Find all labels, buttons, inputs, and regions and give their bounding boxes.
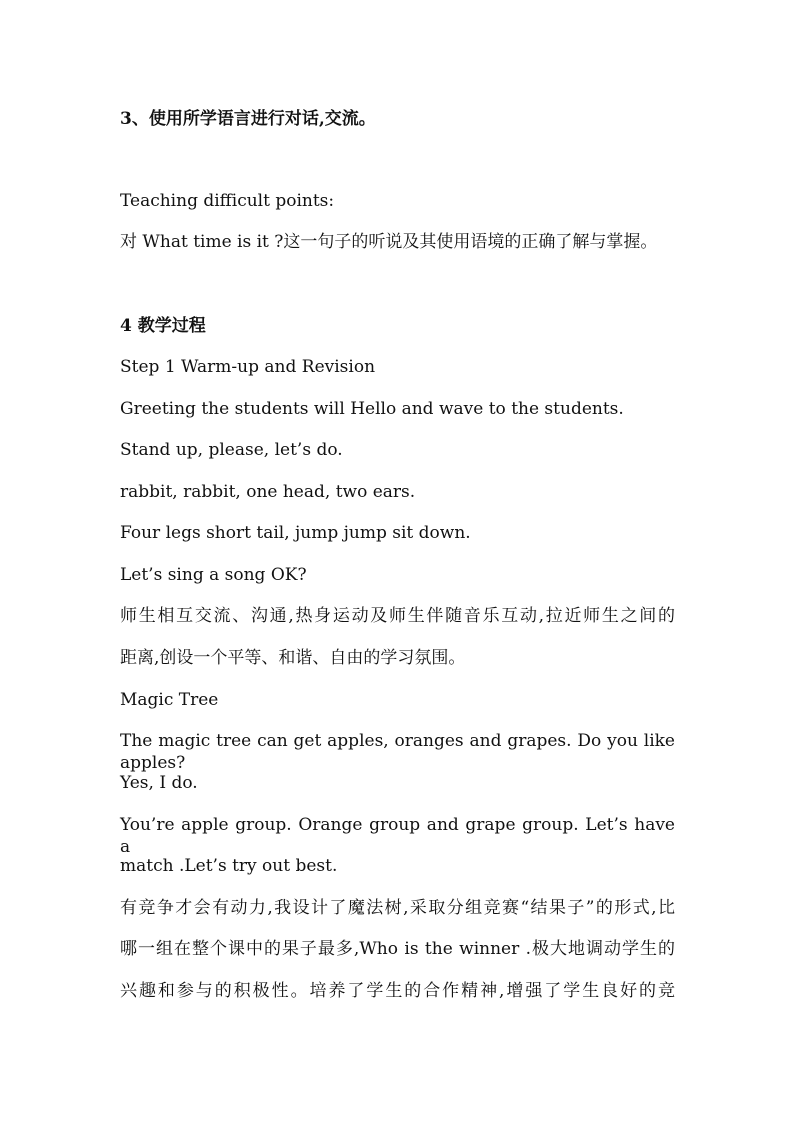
objective-3: 3、使用所学语言进行对话,交流。 [120, 109, 376, 129]
paragraph-warmup-line-2: 距离,创设一个平等、和谐、自由的学习氛围。 [120, 648, 466, 668]
group-line-1: You’re apple group. Orange group and grape group. Let’s have a [120, 815, 675, 857]
paragraph-competition-line-3: 兴趣和参与的积极性。培养了学生的合作精神,增强了学生良好的竞 [120, 981, 675, 1001]
stand-up-line: Stand up, please, let’s do. [120, 440, 343, 460]
paragraph-competition-line-2: 哪一组在整个课中的果子最多,Who is the winner .极大地调动学生的 [120, 939, 675, 959]
difficult-points-text: 对 What time is it ?这一句子的听说及其使用语境的正确了解与掌握。 [120, 232, 658, 252]
step-1-heading: Step 1 Warm-up and Revision [120, 357, 376, 377]
magic-tree-heading: Magic Tree [120, 690, 219, 710]
section-heading-teaching-process: 4 教学过程 [120, 316, 206, 336]
magic-tree-line-1: The magic tree can get apples, oranges and grapes. Do you like apples? [120, 731, 675, 773]
four-legs-line: Four legs short tail, jump jump sit down. [120, 523, 471, 543]
greeting-line: Greeting the students will Hello and wave to the students. [120, 399, 624, 419]
difficult-points-heading: Teaching difficult points: [120, 191, 335, 211]
group-line-2: match .Let’s try out best. [120, 856, 338, 876]
sing-song-line: Let’s sing a song OK? [120, 565, 307, 585]
paragraph-competition-line-1: 有竞争才会有动力,我设计了魔法树,采取分组竞赛“结果子”的形式,比 [120, 898, 675, 918]
rabbit-line: rabbit, rabbit, one head, two ears. [120, 482, 416, 502]
paragraph-warmup-line-1: 师生相互交流、沟通,热身运动及师生伴随音乐互动,拉近师生之间的 [120, 606, 675, 626]
magic-tree-line-2: Yes, I do. [120, 773, 198, 793]
